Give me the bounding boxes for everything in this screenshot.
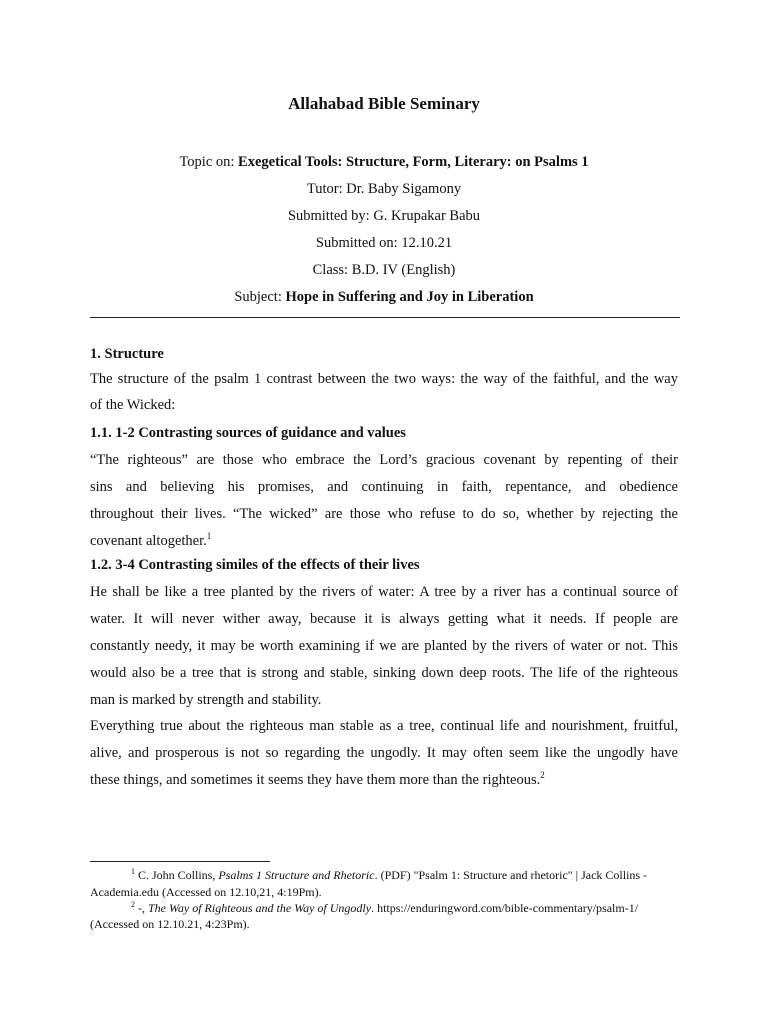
paragraph-line: of the Wicked:	[90, 397, 176, 413]
footnote-number: 1	[131, 867, 135, 876]
page-title: Allahabad Bible Seminary	[288, 94, 480, 113]
subject-prefix: Subject:	[234, 289, 286, 305]
footnote-ref-2[interactable]: 2	[540, 770, 545, 781]
header-divider	[90, 317, 680, 318]
paragraph-line: constantly needy, it may be worth examining if we are planted by the rivers of water or not. This	[90, 638, 678, 654]
paragraph-line: water. It will never wither away, because it is always getting what it needs. If people are	[90, 611, 678, 627]
heading-structure: 1. Structure	[90, 346, 164, 362]
topic-line	[0, 154, 768, 171]
footnote-1	[131, 868, 731, 883]
heading-similes: 1.2. 3-4 Contrasting similes of the effects of their lives	[90, 557, 420, 573]
paragraph-line: throughout their lives. “The wicked” are those who refuse to do so, whether by rejecting the	[90, 506, 678, 522]
paragraph-line	[90, 533, 678, 550]
footnote-text: C. John Collins,	[135, 868, 219, 882]
paragraph-line: Everything true about the righteous man stable as a tree, continual life and nourishment, fruitful,	[90, 718, 678, 734]
subject-text: Hope in Suffering and Joy in Liberation	[285, 289, 534, 305]
footnote-text: -,	[135, 901, 148, 915]
paragraph-line	[90, 772, 678, 789]
topic-prefix: Topic on:	[179, 154, 239, 170]
footnote-2	[131, 901, 731, 916]
paragraph-line: He shall be like a tree planted by the rivers of water: A tree by a river has a continual source of	[90, 584, 678, 600]
class-line: Class: B.D. IV (English)	[312, 262, 456, 278]
footnote-divider	[90, 861, 270, 862]
submitted-by-line: Submitted by: G. Krupakar Babu	[287, 208, 481, 224]
footnote-title: The Way of Righteous and the Way of Ungodly	[148, 901, 372, 915]
footnote-text: . (PDF) "Psalm 1: Structure and rhetoric" | Jack Collins -	[374, 868, 648, 882]
tutor-line: Tutor: Dr. Baby Sigamony	[306, 181, 462, 197]
paragraph-line: alive, and prosperous is not so regarding the ungodly. It may often seem like the ungodly have	[90, 745, 678, 761]
heading-guidance: 1.1. 1-2 Contrasting sources of guidance and values	[90, 425, 406, 441]
submitted-on-line: Submitted on: 12.10.21	[315, 235, 453, 251]
footnote-number: 2	[131, 900, 135, 909]
paragraph-line: The structure of the psalm 1 contrast between the two ways: the way of the faithful, and the way	[90, 371, 678, 387]
paragraph-line: man is marked by strength and stability.	[90, 692, 322, 708]
subject-line	[0, 289, 768, 306]
paragraph-text: covenant altogether.	[90, 533, 207, 549]
footnote-1-cont: Academia.edu (Accessed on 12.10,21, 4:19Pm).	[90, 885, 322, 899]
topic-text: Exegetical Tools: Structure, Form, Literary: on Psalms 1	[238, 154, 589, 170]
footnote-2-cont: (Accessed on 12.10.21, 4:23Pm).	[90, 917, 250, 931]
paragraph-line: would also be a tree that is strong and stable, sinking down deep roots. The life of the righteous	[90, 665, 678, 681]
paragraph-line: sins and believing his promises, and continuing in faith, repentance, and obedience	[90, 479, 678, 495]
footnote-ref-1[interactable]: 1	[206, 531, 212, 542]
paragraph-text: these things, and sometimes it seems they have them more than the righteous.	[90, 772, 541, 788]
footnote-link[interactable]: . https://enduringword.com/bible-commentary/psalm-1/	[371, 901, 639, 915]
footnote-title: Psalms 1 Structure and Rhetoric	[218, 868, 375, 882]
paragraph-line: “The righteous” are those who embrace the Lord’s gracious covenant by repenting of their	[90, 452, 678, 468]
